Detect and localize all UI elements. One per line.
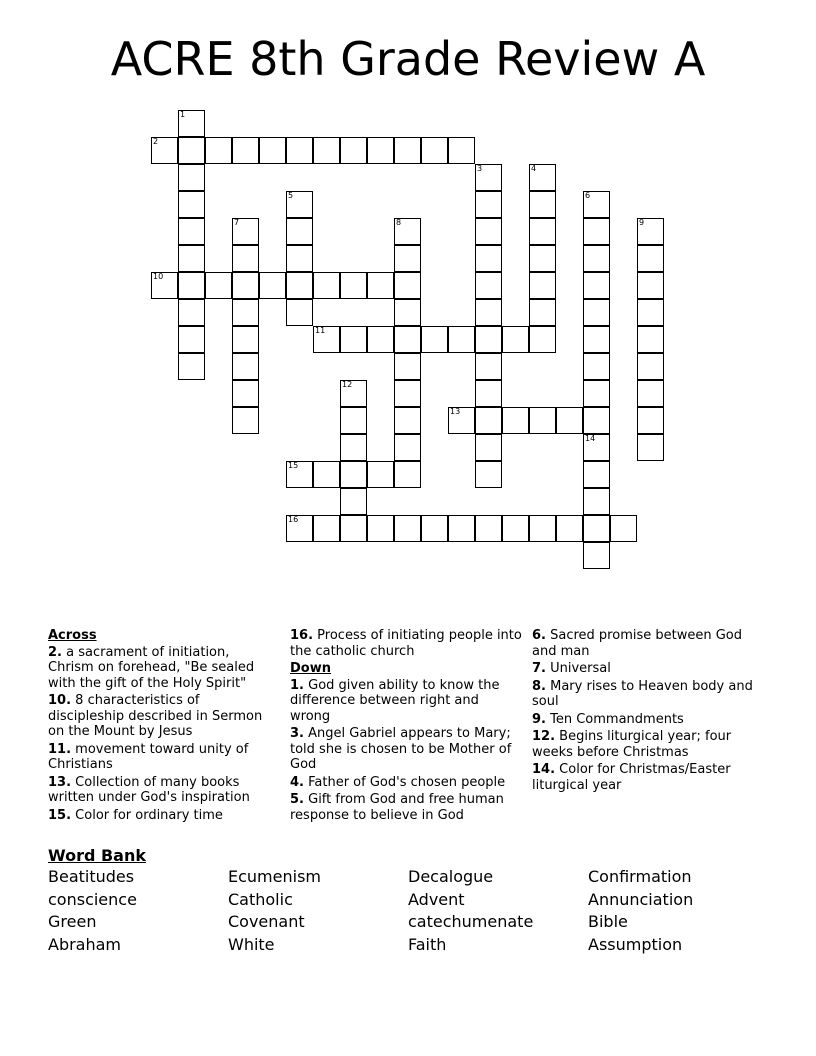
- crossword-cell[interactable]: [529, 326, 556, 353]
- crossword-cell[interactable]: [340, 461, 367, 488]
- word-bank-title: Word Bank: [48, 846, 147, 865]
- crossword-cell[interactable]: [637, 272, 664, 299]
- clue-number: 9: [639, 218, 645, 227]
- crossword-cell[interactable]: [313, 326, 340, 353]
- crossword-cell[interactable]: [151, 272, 178, 299]
- word-bank-item: Advent: [408, 889, 465, 909]
- crossword-cell[interactable]: [583, 407, 610, 434]
- crossword-cell[interactable]: [232, 245, 259, 272]
- word-bank-item: Annunciation: [588, 889, 694, 909]
- crossword-cell[interactable]: [286, 515, 313, 542]
- word-bank-item: Beatitudes: [48, 867, 135, 886]
- crossword-cell[interactable]: [583, 245, 610, 272]
- crossword-cell[interactable]: [178, 164, 205, 191]
- clue-down-5: 5. Gift from God and free human response to believe in God: [290, 792, 504, 823]
- crossword-cell[interactable]: [583, 488, 610, 515]
- crossword-cell[interactable]: [178, 299, 205, 326]
- crossword-cell[interactable]: [583, 542, 610, 569]
- crossword-cell[interactable]: [178, 353, 205, 380]
- crossword-cell[interactable]: [448, 407, 475, 434]
- crossword-cell[interactable]: [394, 461, 421, 488]
- crossword-cell[interactable]: [340, 434, 367, 461]
- clue-down-7: 7. Universal: [532, 661, 611, 676]
- page-title: ACRE 8th Grade Review A: [110, 32, 706, 86]
- crossword-cell[interactable]: [367, 272, 394, 299]
- down-heading: Down: [290, 661, 331, 676]
- crossword-cell[interactable]: [421, 326, 448, 353]
- crossword-cell[interactable]: [637, 299, 664, 326]
- crossword-cell[interactable]: [610, 515, 637, 542]
- crossword-cell[interactable]: [475, 380, 502, 407]
- crossword-cell[interactable]: [232, 380, 259, 407]
- word-bank-item: Green: [48, 912, 97, 932]
- crossword-cell[interactable]: [475, 461, 502, 488]
- crossword-cell[interactable]: [421, 137, 448, 164]
- clue-number: 16: [288, 515, 299, 524]
- crossword-cell[interactable]: [583, 461, 610, 488]
- word-bank-item: catechumenate: [408, 912, 534, 932]
- crossword-cell[interactable]: [313, 137, 340, 164]
- crossword-cell[interactable]: [583, 434, 610, 461]
- crossword-cell[interactable]: [394, 407, 421, 434]
- crossword-cell[interactable]: [286, 272, 313, 299]
- word-bank-item: conscience: [48, 889, 137, 909]
- word-bank-item: Bible: [588, 912, 628, 932]
- clue-down-4: 4. Father of God's chosen people: [290, 774, 506, 790]
- crossword-cell[interactable]: [583, 218, 610, 245]
- crossword-cell[interactable]: [637, 326, 664, 353]
- word-bank: [48, 867, 768, 957]
- crossword-cell[interactable]: [178, 326, 205, 353]
- crossword-cell[interactable]: [583, 299, 610, 326]
- clue-down-1: 1. God given ability to know the difference between right and wrong: [290, 677, 500, 724]
- clue-down-3: 3. Angel Gabriel appears to Mary; told she is chosen to be Mother of God: [290, 726, 512, 772]
- crossword-cell[interactable]: [583, 353, 610, 380]
- crossword-cell[interactable]: [340, 272, 367, 299]
- crossword-cell[interactable]: [394, 434, 421, 461]
- crossword-cell[interactable]: [394, 299, 421, 326]
- crossword-cell[interactable]: [340, 326, 367, 353]
- crossword-cell[interactable]: [529, 407, 556, 434]
- clue-number: 5: [288, 191, 294, 200]
- crossword-cell[interactable]: [529, 218, 556, 245]
- crossword-cell[interactable]: [394, 515, 421, 542]
- crossword-cell[interactable]: [475, 515, 502, 542]
- crossword-cell[interactable]: [178, 272, 205, 299]
- crossword-cell[interactable]: [367, 137, 394, 164]
- crossword-cell[interactable]: [556, 407, 583, 434]
- crossword-cell[interactable]: [394, 245, 421, 272]
- crossword-cell[interactable]: [583, 515, 610, 542]
- word-bank-item: Confirmation: [588, 867, 692, 886]
- clue-across-11: 11. movement toward unity of Christians: [48, 741, 249, 772]
- clue-number: 12: [342, 380, 353, 389]
- crossword-cell[interactable]: [232, 137, 259, 164]
- crossword-cell[interactable]: [448, 515, 475, 542]
- crossword-cell[interactable]: [394, 272, 421, 299]
- crossword-cell[interactable]: [637, 218, 664, 245]
- clue-across-15: 15. Color for ordinary time: [48, 807, 223, 823]
- word-bank-item: Ecumenism: [228, 867, 321, 886]
- clue-across-13: 13. Collection of many books written under God's inspiration: [48, 774, 250, 805]
- crossword-cell[interactable]: [205, 137, 232, 164]
- crossword-cell[interactable]: [502, 515, 529, 542]
- clue-down-9: 9. Ten Commandments: [532, 711, 684, 727]
- crossword-cell[interactable]: [178, 245, 205, 272]
- word-bank-item: White: [228, 934, 275, 954]
- crossword-cell[interactable]: [394, 380, 421, 407]
- clue-across-16: 16. Process of initiating people into the catholic church: [290, 628, 522, 659]
- crossword-cell[interactable]: [475, 218, 502, 245]
- clue-number: 3: [477, 164, 483, 173]
- crossword-cell[interactable]: [340, 488, 367, 515]
- crossword-cell[interactable]: [232, 272, 259, 299]
- crossword-cell[interactable]: [313, 515, 340, 542]
- clue-across-2: 2. a sacrament of initiation, Chrism on forehead, "Be sealed with the gift of the Holy Spirit": [48, 644, 255, 691]
- crossword-cell[interactable]: [529, 164, 556, 191]
- word-bank-item: Assumption: [588, 934, 683, 954]
- word-bank-item: Abraham: [48, 934, 122, 954]
- crossword-cell[interactable]: [286, 191, 313, 218]
- crossword-cell[interactable]: [502, 326, 529, 353]
- crossword-cell[interactable]: [313, 461, 340, 488]
- crossword-cell[interactable]: [286, 461, 313, 488]
- crossword-cell[interactable]: [178, 191, 205, 218]
- crossword-cell[interactable]: [529, 191, 556, 218]
- crossword-cell[interactable]: [475, 353, 502, 380]
- crossword-cell[interactable]: [232, 353, 259, 380]
- crossword-cell[interactable]: [556, 515, 583, 542]
- crossword-cell[interactable]: [178, 110, 205, 137]
- crossword-cell[interactable]: [286, 299, 313, 326]
- clue-number: 10: [153, 272, 164, 281]
- clue-down-8: 8. Mary rises to Heaven body and soul: [532, 678, 753, 709]
- crossword-cell[interactable]: [178, 137, 205, 164]
- crossword-cell[interactable]: [475, 164, 502, 191]
- clue-number: 8: [396, 218, 402, 227]
- word-bank-item: Covenant: [228, 912, 305, 932]
- clue-down-6: 6. Sacred promise between God and man: [532, 628, 743, 659]
- word-bank-item: Catholic: [228, 889, 293, 909]
- clue-down-14: 14. Color for Christmas/Easter liturgical year: [532, 762, 731, 793]
- crossword-cell[interactable]: [259, 137, 286, 164]
- crossword-cell[interactable]: [475, 191, 502, 218]
- crossword-cell[interactable]: [340, 407, 367, 434]
- crossword-cell[interactable]: [637, 245, 664, 272]
- crossword-cell[interactable]: [475, 407, 502, 434]
- crossword-cell[interactable]: [313, 272, 340, 299]
- clue-down-12: 12. Begins liturgical year; four weeks before Christmas: [532, 729, 732, 760]
- crossword-cell[interactable]: [394, 326, 421, 353]
- clues-column-3: [532, 628, 768, 795]
- crossword-cell[interactable]: [205, 272, 232, 299]
- clue-across-10: 10. 8 characteristics of discipleship described in Sermon on the Mount by Jesus: [48, 693, 263, 739]
- crossword-cell[interactable]: [367, 461, 394, 488]
- crossword-cell[interactable]: [340, 137, 367, 164]
- crossword-cell[interactable]: [232, 218, 259, 245]
- crossword-cell[interactable]: [475, 272, 502, 299]
- crossword-cell[interactable]: [448, 326, 475, 353]
- crossword-cell[interactable]: [529, 272, 556, 299]
- clue-number: 6: [585, 191, 591, 200]
- clues-column-1: [48, 628, 276, 825]
- crossword-cell[interactable]: [529, 515, 556, 542]
- crossword-cell[interactable]: [151, 137, 178, 164]
- crossword-cell[interactable]: [232, 326, 259, 353]
- crossword-cell[interactable]: [475, 434, 502, 461]
- crossword-cell[interactable]: [232, 407, 259, 434]
- crossword-cell[interactable]: [502, 407, 529, 434]
- crossword-cell[interactable]: [394, 218, 421, 245]
- clue-number: 11: [315, 326, 326, 335]
- crossword-cell[interactable]: [367, 326, 394, 353]
- crossword-cell[interactable]: [421, 515, 448, 542]
- crossword-cell[interactable]: [448, 137, 475, 164]
- clues-column-2: [290, 628, 522, 825]
- crossword-cell[interactable]: [367, 515, 394, 542]
- crossword-cell[interactable]: [475, 245, 502, 272]
- crossword-cell[interactable]: [583, 326, 610, 353]
- clue-number: 2: [153, 137, 159, 146]
- clue-number: 7: [234, 218, 240, 227]
- crossword-cell[interactable]: [529, 299, 556, 326]
- crossword-cell[interactable]: [340, 380, 367, 407]
- crossword-cell[interactable]: [286, 218, 313, 245]
- crossword-cell[interactable]: [394, 137, 421, 164]
- across-heading: Across: [48, 628, 97, 643]
- crossword-cell[interactable]: [583, 191, 610, 218]
- word-bank-item: Decalogue: [408, 867, 494, 886]
- crossword-cell[interactable]: [178, 218, 205, 245]
- crossword-cell[interactable]: [232, 299, 259, 326]
- crossword-cell[interactable]: [529, 245, 556, 272]
- clue-number: 4: [531, 164, 537, 173]
- crossword-cell[interactable]: [286, 245, 313, 272]
- word-bank-item: Faith: [408, 934, 447, 954]
- crossword-cell[interactable]: [475, 299, 502, 326]
- crossword-cell[interactable]: [583, 272, 610, 299]
- crossword-cell[interactable]: [637, 407, 664, 434]
- crossword-cell[interactable]: [475, 326, 502, 353]
- clue-number: 1: [180, 110, 186, 119]
- crossword-cell[interactable]: [637, 380, 664, 407]
- crossword-cell[interactable]: [637, 434, 664, 461]
- crossword-cell[interactable]: [340, 515, 367, 542]
- clue-number: 15: [288, 461, 299, 470]
- crossword-cell[interactable]: [583, 380, 610, 407]
- crossword-cell[interactable]: [259, 272, 286, 299]
- clue-number: 13: [450, 407, 461, 416]
- crossword-cell[interactable]: [286, 137, 313, 164]
- crossword-cell[interactable]: [394, 353, 421, 380]
- clue-number: 14: [585, 434, 596, 443]
- crossword-cell[interactable]: [637, 353, 664, 380]
